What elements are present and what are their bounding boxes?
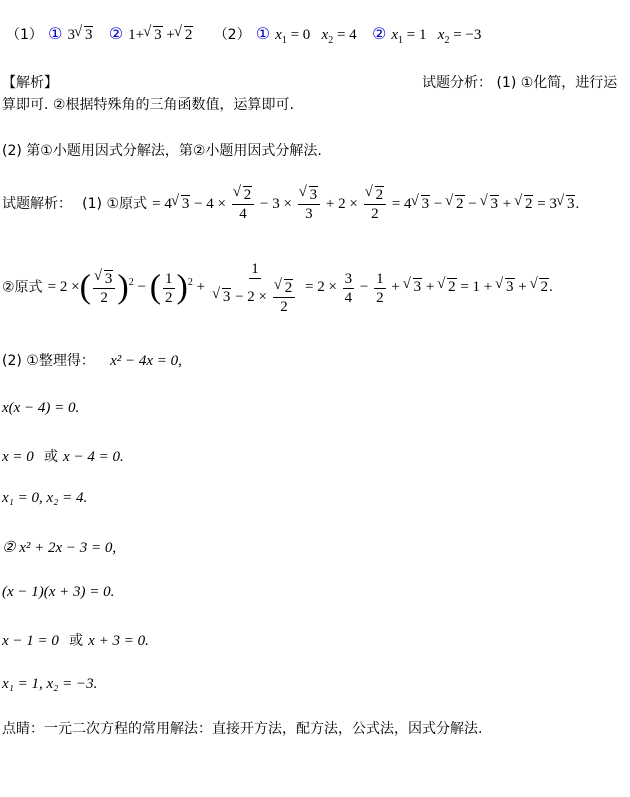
equation-7: x − 1 = 0 或 x + 3 = 0.: [2, 633, 149, 649]
part2-label: （2）: [213, 27, 251, 43]
solution-p2-label: ②原式: [2, 279, 43, 296]
answer-3: $x_1 = 0$ $x_2 = 4$: [275, 27, 357, 46]
solution-p1-expr: = 4√ 3 − 4 × √ $\frac{2}{4}$ − 3 × √ $\frac{3}{3}$ + 2 × √ $\frac{2}{2}$ = 4√ 3 − √ 2 − √ 3 + √ 2 = 3√ 3.: [152, 196, 579, 212]
solution-p2: [2, 260, 553, 316]
solution-part2-label: (2) ①整理得：: [2, 353, 95, 369]
solution-p2-expr: = 2 ×( √ $\frac{3}{2}$ )$^2$ − ( $\frac{1}{2}$ )$^2$ + 1 √ 3 − 2 × √ $\frac{2}{2}$ = 2 × $\frac{3}{4}$ − $\frac{1}{2}$ + √ 3 + √ 2 = 1 + √ 3 + √ 2.: [48, 279, 553, 295]
answer-marker-2: ②: [108, 24, 124, 43]
answer-1: 3√ 3: [67, 27, 93, 43]
part1-label: （1）: [6, 27, 43, 43]
solution-intro: 试题解析：: [2, 195, 72, 212]
equation-8: x₁ = 1, x₂ = −3.: [2, 676, 98, 692]
answers-line: [6, 24, 481, 46]
answer-2: 1+√ 3 +√ 2: [128, 27, 193, 43]
solution-p1: [2, 186, 579, 223]
equation-6: (x − 1)(x + 3) = 0.: [2, 584, 115, 600]
analysis-line3: (2) 第①小题用因式分解法，第②小题用因式分解法.: [2, 143, 322, 159]
answer-4: $x_1 = 1$ $x_2 = -3$: [391, 27, 482, 46]
answer-marker-3: ①: [255, 24, 271, 43]
equation-2: x(x − 4) = 0.: [2, 400, 80, 416]
analysis-title: 【解析】: [2, 75, 58, 91]
note-text: 点睛：一元二次方程的常用解法：直接开方法，配方法，公式法，因式分解法.: [2, 721, 483, 737]
analysis-line2: 算即可. ②根据特殊角的三角函数值，运算即可.: [2, 97, 294, 113]
equation-4: x₁ = 0, x₂ = 4.: [2, 490, 88, 506]
answer-marker-4: ②: [371, 24, 387, 43]
equation-3: x = 0 或 x − 4 = 0.: [2, 449, 124, 465]
equation-1: x² − 4x = 0,: [110, 353, 182, 369]
solution-part2-line1: [2, 350, 182, 370]
analysis-right: 试题分析： (1) ①化简，进行运: [422, 75, 618, 91]
equation-5: ② x² + 2x − 3 = 0,: [2, 540, 117, 556]
answer-marker-1: ①: [48, 24, 63, 43]
solution-p1-label: (1) ①原式: [82, 195, 148, 212]
